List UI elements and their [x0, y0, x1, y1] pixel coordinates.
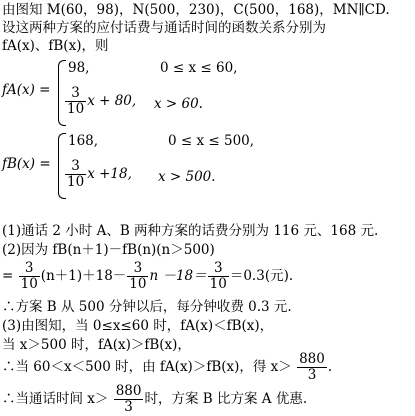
- fb-case1-expr: 168,: [68, 133, 99, 149]
- fa-case1-expr: 98,: [68, 60, 90, 76]
- part2-fraction-1: $\frac{3}{10}$: [20, 260, 38, 292]
- answer-part1: (1)通话 2 小时 A、B 两种方案的话费分别为 116 元、168 元.: [2, 223, 379, 239]
- answer-part2-intro: (2)因为 fB(n＋1)－fB(n)(n＞500): [2, 242, 215, 258]
- answer-part3-line3: ∴当 60＜x＜500 时，由 fA(x)＞fB(x)，得 x＞ $\frac{880}{3}$ .: [2, 351, 333, 383]
- answer-part2-conclusion: ∴方案 B 从 500 分钟以后，每分钟收费 0.3 元.: [2, 299, 292, 315]
- part2-fraction-2: $\frac{3}{10}$: [129, 260, 147, 292]
- fb-case2-cond: x > 500.: [158, 169, 216, 185]
- answer-part3-line2: 当 x＞500 时，fA(x)＞fB(x)，: [2, 337, 191, 353]
- answer-part2-equation: = $\frac{3}{10}$ (n＋1)＋18－ $\frac{3}{10}$ n －18＝ $\frac{3}{10}$ ＝0.3(元).: [2, 260, 294, 292]
- fa-lhs: fA(x) =: [2, 82, 51, 98]
- part2-fraction-3: $\frac{3}{10}$: [209, 260, 227, 292]
- fa-case2-expr: $\frac{3}{10}$ x + 80,: [67, 85, 137, 117]
- setup-line: 设这两种方案的应付话费与通话时间的函数关系分别为: [2, 20, 326, 36]
- fa-case1-cond: 0 ≤ x ≤ 60,: [160, 60, 238, 76]
- fb-case2-expr: $\frac{3}{10}$ x +18,: [67, 158, 132, 190]
- final-fraction: $\frac{880}{3}$: [115, 383, 142, 415]
- answer-part3-line1: (3)由图知，当 0≤x≤60 时，fA(x)＜fB(x)，: [2, 318, 274, 334]
- fb-fraction: $\frac{3}{10}$: [67, 158, 85, 190]
- fb-lhs: fB(x) =: [2, 156, 51, 172]
- fa-fraction: $\frac{3}{10}$: [67, 85, 85, 117]
- final-conclusion: ∴当通话时间 x＞ $\frac{880}{3}$ 时，方案 B 比方案 A 优惠.: [2, 383, 308, 415]
- fb-case1-cond: 0 ≤ x ≤ 500,: [168, 133, 255, 149]
- functions-intro-line: fA(x)、fB(x)，则: [2, 38, 109, 54]
- fa-case2-cond: x > 60.: [154, 96, 203, 112]
- part3-fraction: $\frac{880}{3}$: [299, 351, 325, 383]
- given-points-line: 由图知 M(60，98)，N(500，230)，C(500，168)，MN∥CD.: [2, 2, 390, 18]
